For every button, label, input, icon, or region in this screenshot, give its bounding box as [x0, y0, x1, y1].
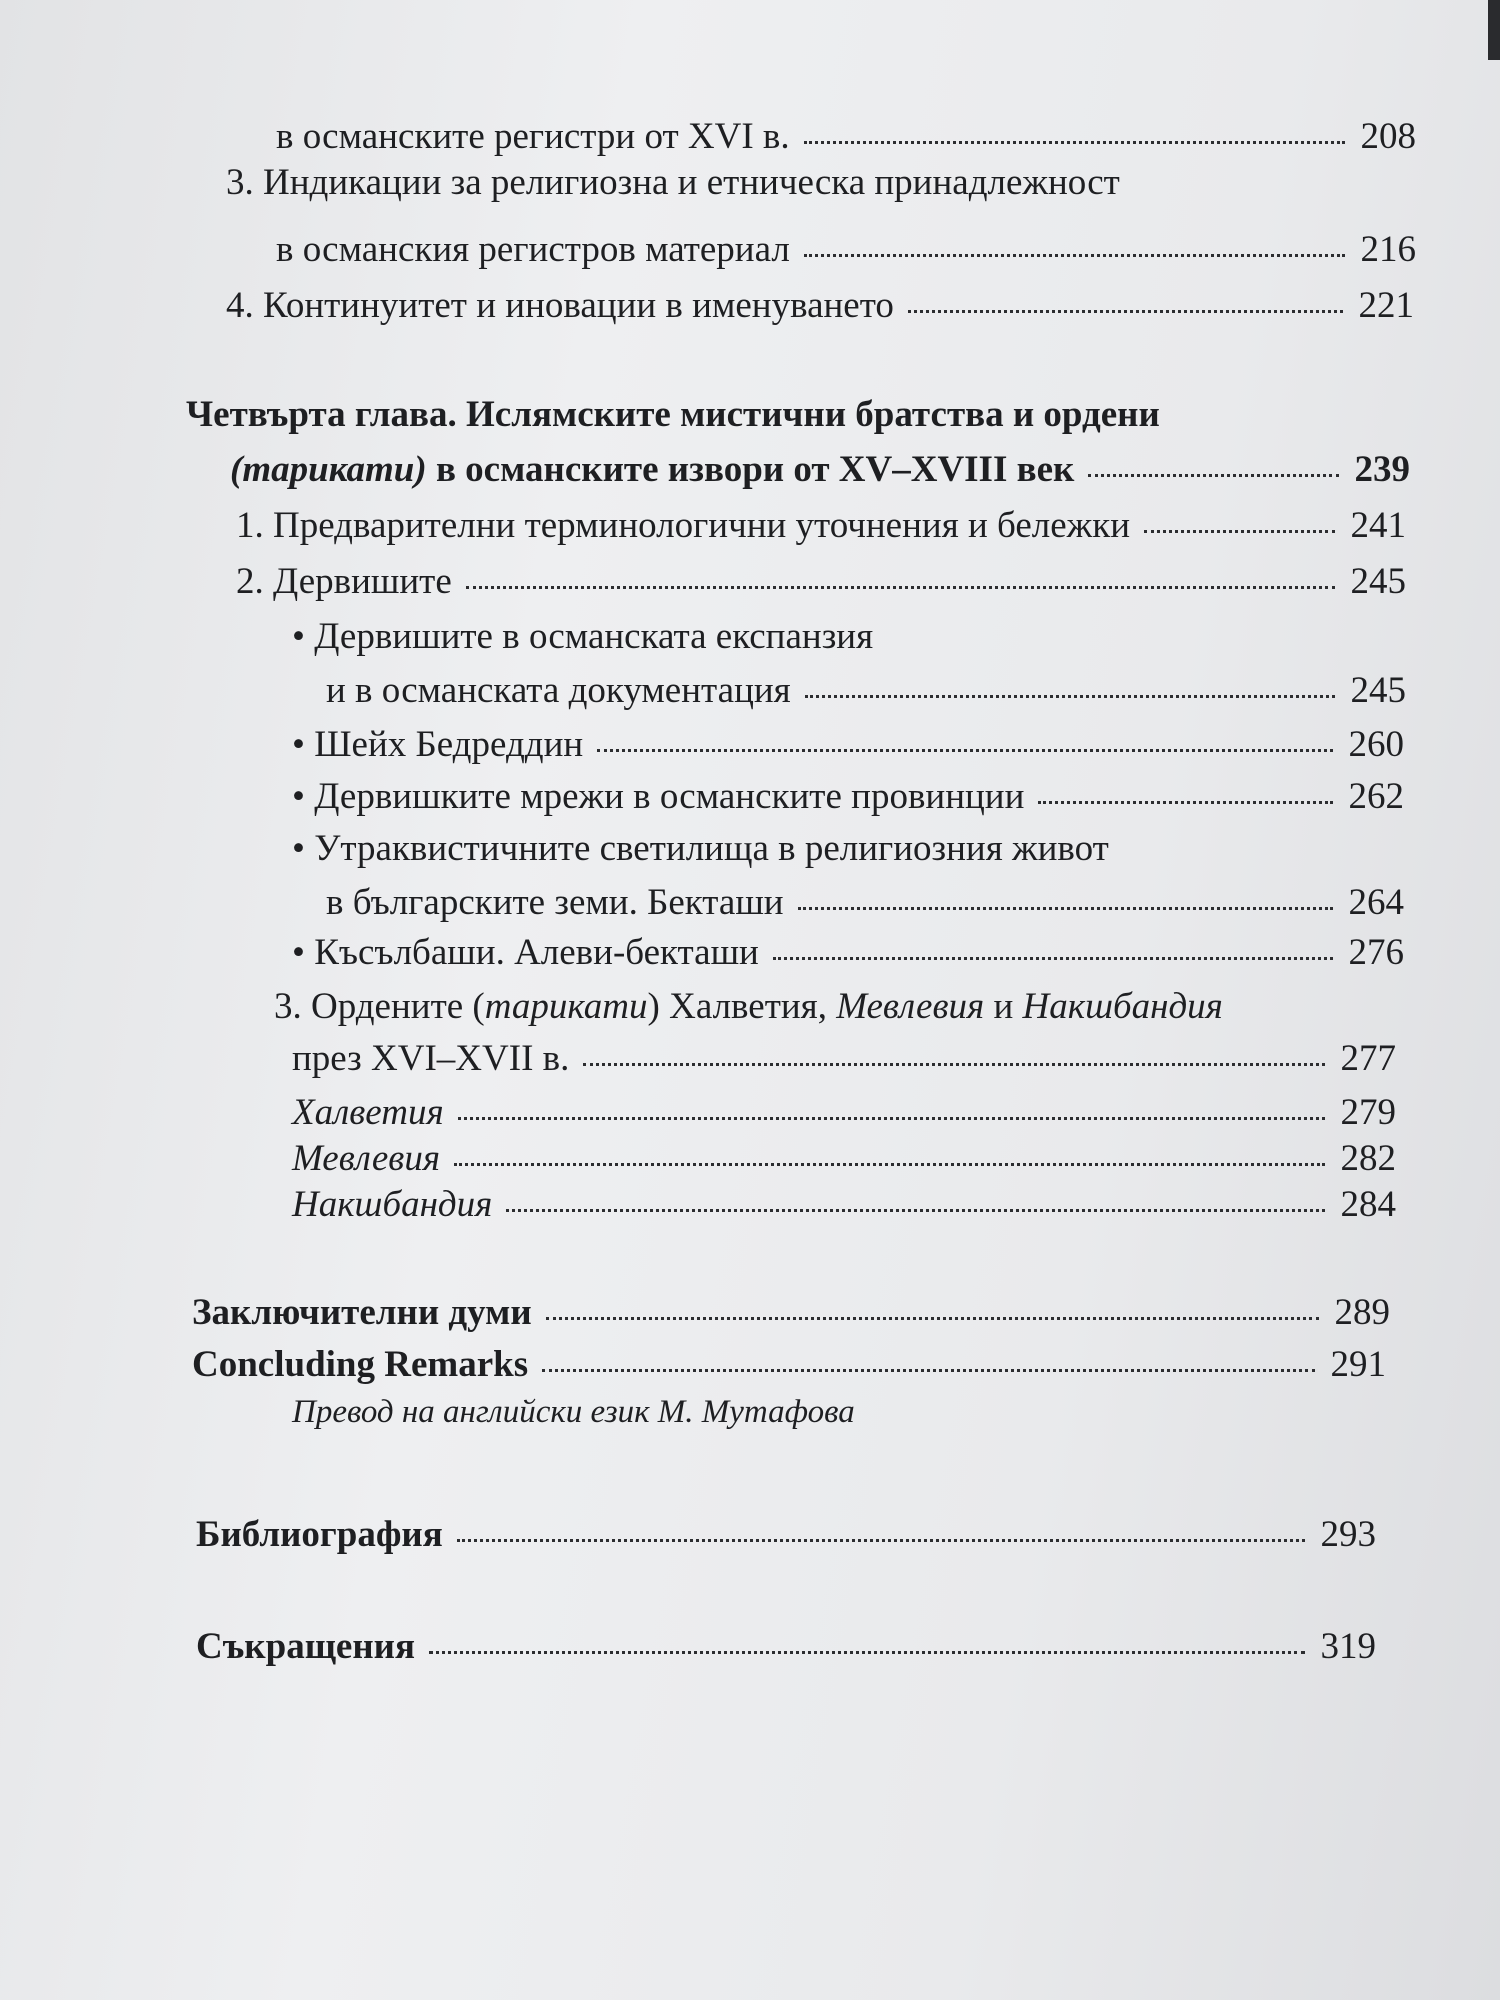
dot-leader — [506, 1209, 1324, 1212]
chapter-title: Четвърта глава. Ислямските мистични братства и ордени — [186, 394, 1160, 435]
dot-leader — [798, 907, 1333, 910]
toc-entry — [292, 1140, 1396, 1177]
toc-entry — [326, 884, 1404, 921]
toc-entry — [276, 118, 1416, 155]
toc-entry-page: 277 — [1340, 1038, 1396, 1079]
toc-entry-title: през XVI–XVII в. — [292, 1038, 570, 1079]
toc-entry — [226, 287, 1414, 324]
toc-section-title: 3. Индикации за религиозна и етническа принадлежност — [226, 162, 1120, 203]
toc-entry-page: 276 — [1348, 932, 1404, 973]
toc-entry-title: Библиография — [196, 1514, 443, 1555]
toc-entry-page: 239 — [1354, 449, 1410, 490]
dot-leader — [1088, 474, 1338, 477]
toc-entry — [292, 726, 1404, 763]
toc-entry — [292, 778, 1404, 815]
dot-leader — [583, 1063, 1324, 1066]
translation-note: Превод на английски език М. Мутафова — [292, 1394, 855, 1430]
dot-leader — [542, 1369, 1314, 1372]
toc-entry-page: 260 — [1348, 724, 1404, 765]
toc-entry-page: 264 — [1348, 882, 1404, 923]
toc-entry — [196, 1628, 1376, 1665]
toc-entry-page: 282 — [1340, 1138, 1396, 1179]
dot-leader — [1144, 530, 1334, 533]
toc-entry-title: Накшбандия — [292, 1184, 493, 1225]
toc-entry-title: • Късълбаши. Алеви-бекташи — [292, 932, 759, 973]
toc-entry-page: 221 — [1358, 285, 1414, 326]
toc-entry-title: Заключителни думи — [192, 1292, 532, 1333]
toc-entry — [192, 1294, 1390, 1331]
dot-leader — [458, 1117, 1325, 1120]
toc-entry-page: 319 — [1320, 1626, 1376, 1667]
dot-leader — [805, 695, 1335, 698]
dot-leader — [804, 141, 1345, 144]
toc-entry-title: 1. Предварителни терминологични уточнения и бележки — [236, 505, 1131, 546]
toc-entry — [292, 1040, 1396, 1077]
toc-entry-title: 4. Континуитет и иновации в именуването — [226, 285, 894, 326]
toc-entry — [292, 934, 1404, 971]
toc-entry-page: 284 — [1340, 1184, 1396, 1225]
toc-entry — [230, 451, 1410, 488]
dot-leader — [908, 310, 1343, 313]
dot-leader — [773, 957, 1333, 960]
toc-entry-title: 2. Дервишите — [236, 561, 452, 602]
dot-leader — [597, 749, 1332, 752]
dot-leader — [429, 1651, 1304, 1654]
dot-leader — [546, 1317, 1319, 1320]
toc-entry-page: 208 — [1360, 116, 1416, 157]
toc-entry-page: 241 — [1350, 505, 1406, 546]
toc-entry-page: 262 — [1348, 776, 1404, 817]
toc-entry-page: 245 — [1350, 561, 1406, 602]
toc-entry — [292, 1186, 1396, 1223]
toc-section-title: 3. Ордените (тарикати) Халветия, Мевлевия и Накшбандия — [274, 986, 1223, 1027]
toc-entry-title: Халветия — [292, 1092, 444, 1133]
toc-entry — [326, 672, 1406, 709]
toc-entry-page: 245 — [1350, 670, 1406, 711]
toc-entry-title: Concluding Remarks — [192, 1344, 529, 1385]
toc-entry-page: 279 — [1340, 1092, 1396, 1133]
toc-entry-page: 289 — [1334, 1292, 1390, 1333]
dot-leader — [454, 1163, 1324, 1166]
toc-entry — [276, 231, 1416, 268]
toc-entry — [196, 1516, 1376, 1553]
dot-leader — [466, 586, 1335, 589]
dot-leader — [1038, 801, 1332, 804]
toc-entry-title: • Дервишките мрежи в османските провинции — [292, 776, 1025, 817]
dot-leader — [457, 1539, 1305, 1542]
toc-entry — [292, 1094, 1396, 1131]
toc-entry-title: Съкращения — [196, 1626, 416, 1667]
toc-entry — [236, 563, 1406, 600]
toc-entry — [236, 507, 1406, 544]
toc-entry-title: в османския регистров материал — [276, 229, 790, 270]
dot-leader — [804, 254, 1345, 257]
toc-entry-title: и в османската документация — [326, 670, 791, 711]
toc-subsection-title: • Дервишите в османската експанзия — [292, 616, 874, 657]
toc-entry-title: Мевлевия — [292, 1138, 441, 1179]
toc-entry-title: в османските регистри от XVI в. — [276, 116, 790, 157]
toc-entry — [192, 1346, 1386, 1383]
toc-entry-page: 216 — [1360, 229, 1416, 270]
toc-entry-title: (тарикати) в османските извори от XV–XVIII век — [230, 449, 1075, 490]
toc-entry-title: в българските земи. Бекташи — [326, 882, 784, 923]
toc-entry-title: • Шейх Бедреддин — [292, 724, 584, 765]
toc-entry-page: 293 — [1320, 1514, 1376, 1555]
toc-subsection-title: • Утраквистичните светилища в религиозния живот — [292, 828, 1109, 869]
toc-entry-page: 291 — [1330, 1344, 1386, 1385]
